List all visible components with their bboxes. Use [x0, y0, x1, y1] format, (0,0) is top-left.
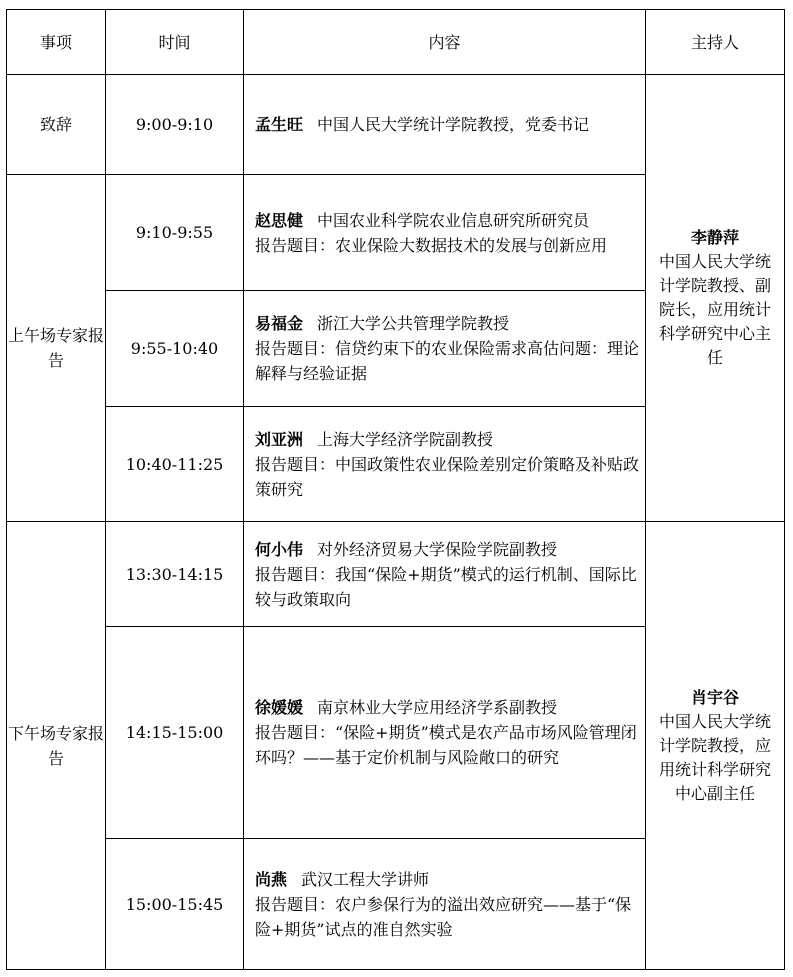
report-topic: 报告题目：中国政策性农业保险差别定价策略及补贴政策研究 — [255, 454, 640, 499]
speaker-affiliation: 浙江大学公共管理学院教授 — [317, 314, 510, 333]
speaker-name: 尚燕 — [255, 869, 288, 889]
speaker-affiliation: 上海大学经济学院副教授 — [317, 429, 494, 449]
header-item: 事项 — [7, 10, 106, 75]
report-topic: 报告题目：我国“保险+期货”模式的运行机制、国际比较与政策取向 — [255, 564, 637, 609]
content-cell — [244, 627, 646, 839]
report-topic: 报告题目：信贷约束下的农业保险需求高估问题：理论解释与经验证据 — [255, 339, 640, 383]
speaker-affiliation: 武汉工程大学讲师 — [301, 869, 430, 889]
host-name: 肖宇谷 — [690, 687, 739, 707]
time-cell: 9:00-9:10 — [106, 75, 244, 175]
host-cell — [646, 75, 785, 522]
report-topic: 报告题目：农户参保行为的溢出效应研究——基于“保险+期货”试点的准自然实验 — [255, 894, 632, 939]
table-row — [7, 75, 785, 175]
content-cell — [244, 407, 646, 522]
time-cell: 10:40-11:25 — [106, 407, 244, 522]
header-time: 时间 — [106, 10, 244, 75]
time-cell: 15:00-15:45 — [106, 839, 244, 970]
speaker-affiliation: 南京林业大学应用经济学系副教授 — [317, 698, 558, 717]
content-cell — [244, 175, 646, 291]
content-cell — [244, 291, 646, 407]
time-cell: 9:10-9:55 — [106, 175, 244, 291]
header-content: 内容 — [244, 10, 646, 75]
speaker-name: 孟生旺 — [255, 115, 304, 134]
category-cell: 上午场专家报告 — [7, 175, 106, 522]
schedule-table — [6, 9, 785, 970]
content-cell — [244, 75, 646, 175]
category-cell: 致辞 — [7, 75, 106, 175]
category-cell: 下午场专家报告 — [7, 522, 106, 970]
speaker-name: 刘亚洲 — [255, 429, 304, 449]
speaker-name: 徐媛媛 — [255, 698, 304, 717]
header-host: 主持人 — [646, 10, 785, 75]
content-cell — [244, 839, 646, 970]
host-name: 李静萍 — [690, 228, 739, 247]
speaker-name: 赵思健 — [255, 210, 304, 230]
time-cell: 9:55-10:40 — [106, 291, 244, 407]
host-cell — [646, 522, 785, 970]
speaker-name: 何小伟 — [255, 539, 304, 559]
time-cell: 13:30-14:15 — [106, 522, 244, 627]
host-title: 中国人民大学统计学院教授，应用统计科学研究中心副主任 — [658, 711, 771, 803]
speaker-name: 易福金 — [255, 314, 304, 333]
speaker-affiliation: 中国人民大学统计学院教授，党委书记 — [317, 115, 590, 134]
table-row — [7, 522, 785, 627]
time-cell: 14:15-15:00 — [106, 627, 244, 839]
report-topic: 报告题目：农业保险大数据技术的发展与创新应用 — [255, 235, 608, 255]
content-cell — [244, 522, 646, 627]
host-title: 中国人民大学统计学院教授、副院长，应用统计科学研究中心主任 — [658, 252, 771, 367]
speaker-affiliation: 对外经济贸易大学保险学院副教授 — [317, 539, 558, 559]
header-row — [7, 10, 785, 75]
speaker-affiliation: 中国农业科学院农业信息研究所研究员 — [317, 210, 590, 230]
report-topic: 报告题目：“保险+期货”模式是农产品市场风险管理闭环吗？——基于定价机制与风险敞口的研究 — [255, 723, 637, 767]
